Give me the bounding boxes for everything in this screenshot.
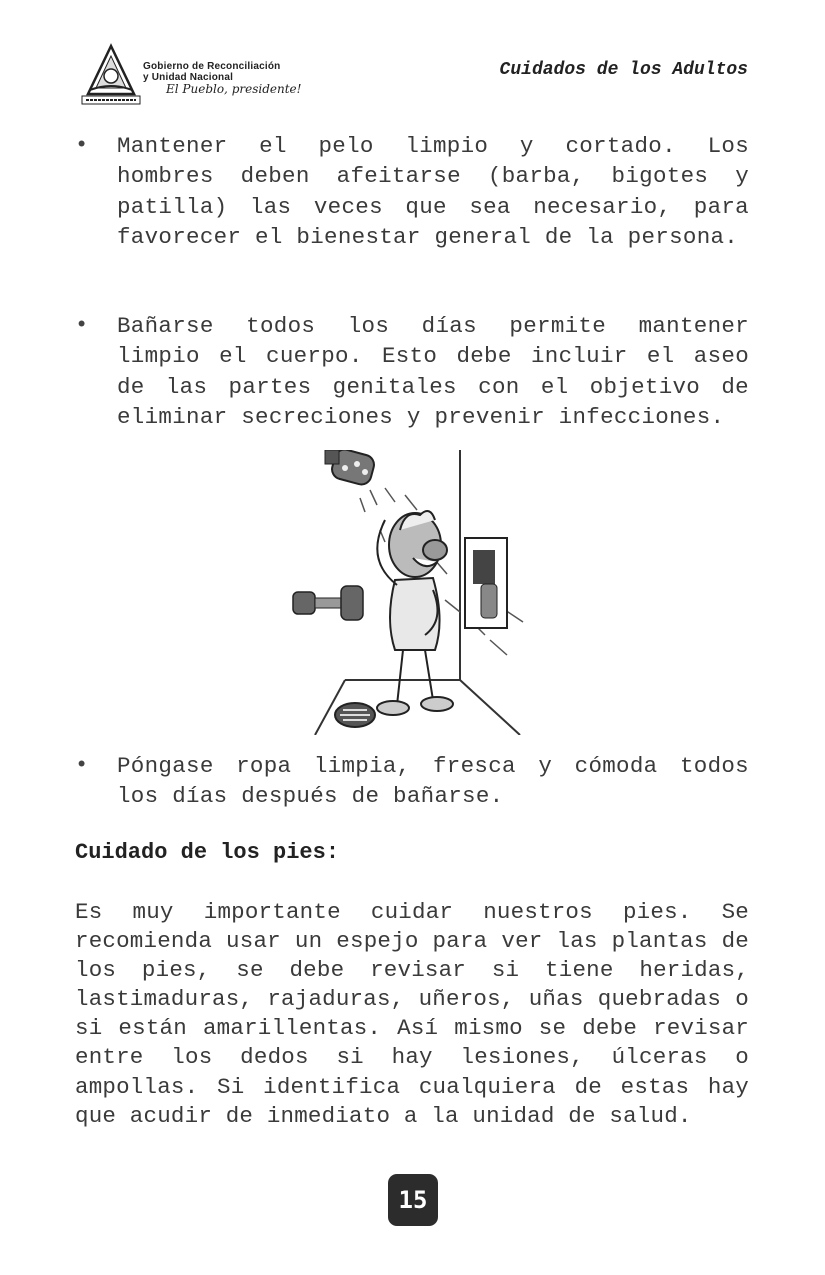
logo-slogan: El Pueblo, presidente! bbox=[166, 82, 302, 96]
bullet-icon: • bbox=[75, 753, 89, 778]
bullet-text: Póngase ropa limpia, fresca y cómoda todos los días después de bañarse. bbox=[117, 753, 749, 810]
bullet-icon: • bbox=[75, 133, 89, 158]
bullet-icon: • bbox=[75, 313, 89, 338]
drain-icon bbox=[335, 703, 375, 727]
page-number-badge: 15 bbox=[388, 1174, 438, 1226]
shower-illustration bbox=[285, 450, 540, 735]
person-showering-icon bbox=[377, 511, 453, 715]
bullet-item bbox=[75, 131, 749, 253]
page-header-title: Cuidados de los Adultos bbox=[499, 60, 748, 80]
shower-head-icon bbox=[325, 450, 376, 487]
section-paragraph: Es muy importante cuidar nuestros pies. Se recomienda usar un espejo para ver las plantas de los pies, se debe revisar si tiene heridas, lastimaduras, rajaduras, uñeros, uñas quebradas o si están amarillentas. Así mismo se debe revisar entre los dedos si hay lesiones, úlceras o ampollas. Si identifica cualquiera de estas hay que acudir de inmediato a la unidad de salud. bbox=[75, 899, 749, 1129]
section-heading: Cuidado de los pies: bbox=[75, 840, 340, 865]
bullet-item bbox=[75, 311, 749, 433]
government-logo bbox=[80, 42, 320, 108]
bullet-text: Mantener el pelo limpio y cortado. Los hombres deben afeitarse (barba, bigotes y patilla) las veces que sea necesario, para favorecer el bienestar general de la persona. bbox=[117, 133, 749, 251]
faucet-icon bbox=[293, 586, 363, 620]
logo-line-2: y Unidad Nacional bbox=[143, 72, 234, 83]
shelf-icon bbox=[465, 538, 507, 628]
bullet-item bbox=[75, 751, 749, 812]
logo-emblem-icon bbox=[80, 42, 142, 108]
logo-line-1: Gobierno de Reconciliación bbox=[143, 61, 281, 72]
bullet-text: Bañarse todos los días permite mantener limpio el cuerpo. Esto debe incluir el aseo de las partes genitales con el objetivo de eliminar secreciones y prevenir infecciones. bbox=[117, 313, 749, 431]
